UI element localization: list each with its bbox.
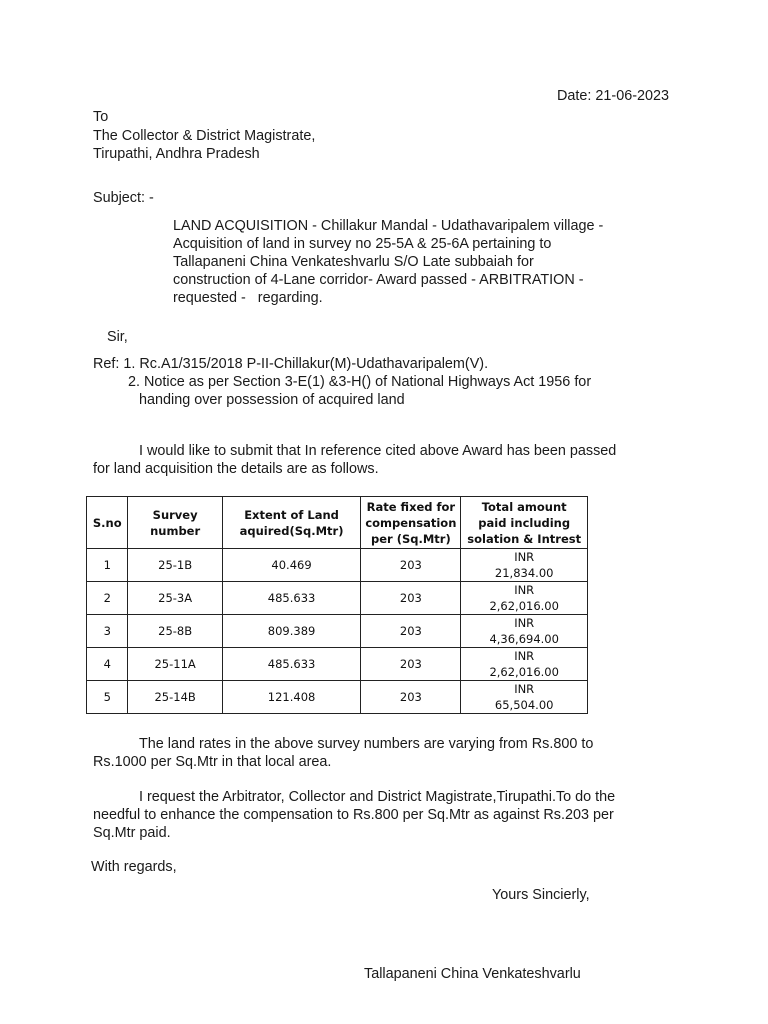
table-header-row <box>87 497 588 549</box>
header-total-amount: Total amount paid including solation & Intrest <box>461 497 588 549</box>
sign-off: Yours Sincierly, <box>492 887 590 903</box>
table-row <box>87 549 588 582</box>
reference-line-1: Ref: 1. Rc.A1/315/2018 P-II-Chillakur(M)-Udathavaripalem(V). <box>93 356 489 372</box>
paragraph-1-line-1: I would like to submit that In reference cited above Award has been passed <box>139 443 617 459</box>
cell-sno: 2 <box>87 582 128 615</box>
cell-extent: 40.469 <box>222 549 361 582</box>
header-survey-number: Survey number <box>128 497 222 549</box>
cell-amount: INR 21,834.00 <box>461 549 588 582</box>
cell-amount: INR 2,62,016.00 <box>461 582 588 615</box>
cell-survey: 25-14B <box>128 681 222 714</box>
cell-extent: 485.633 <box>222 582 361 615</box>
award-details-table <box>86 496 588 714</box>
paragraph-1-line-2: for land acquisition the details are as follows. <box>93 461 379 477</box>
cell-sno: 3 <box>87 615 128 648</box>
letter-date: Date: 21-06-2023 <box>557 88 670 104</box>
cell-sno: 4 <box>87 648 128 681</box>
reference-line-3: handing over possession of acquired land <box>139 392 405 408</box>
cell-rate: 203 <box>361 615 461 648</box>
subject-line-3: Tallapaneni China Venkateshvarlu S/O Late subbaiah for <box>173 254 534 270</box>
cell-survey: 25-8B <box>128 615 222 648</box>
subject-line-1: LAND ACQUISITION - Chillakur Mandal - Udathavaripalem village - <box>173 218 604 234</box>
closing-regards: With regards, <box>91 859 177 875</box>
table-row <box>87 582 588 615</box>
subject-label: Subject: - <box>93 190 154 206</box>
addressee-line-2: Tirupathi, Andhra Pradesh <box>93 146 260 162</box>
cell-rate: 203 <box>361 681 461 714</box>
header-sno: S.no <box>87 497 128 549</box>
reference-line-2: 2. Notice as per Section 3-E(1) &3-H() of National Highways Act 1956 for <box>128 374 592 390</box>
paragraph-3-line-1: I request the Arbitrator, Collector and District Magistrate,Tirupathi.To do the <box>139 789 616 805</box>
header-extent: Extent of Land aquired(Sq.Mtr) <box>222 497 361 549</box>
table-row <box>87 648 588 681</box>
cell-rate: 203 <box>361 648 461 681</box>
cell-extent: 121.408 <box>222 681 361 714</box>
subject-line-2: Acquisition of land in survey no 25-5A & 25-6A pertaining to <box>173 236 552 252</box>
cell-amount: INR 65,504.00 <box>461 681 588 714</box>
cell-rate: 203 <box>361 582 461 615</box>
subject-line-5: requested - regarding. <box>173 290 323 306</box>
addressee-line-1: The Collector & District Magistrate, <box>93 128 316 144</box>
cell-extent: 809.389 <box>222 615 361 648</box>
cell-sno: 5 <box>87 681 128 714</box>
cell-amount: INR 2,62,016.00 <box>461 648 588 681</box>
cell-survey: 25-3A <box>128 582 222 615</box>
cell-extent: 485.633 <box>222 648 361 681</box>
to-label: To <box>93 109 109 125</box>
cell-survey: 25-11A <box>128 648 222 681</box>
subject-line-4: construction of 4-Lane corridor- Award passed - ARBITRATION - <box>173 272 584 288</box>
paragraph-3-line-3: Sq.Mtr paid. <box>93 825 171 841</box>
cell-amount: INR 4,36,694.00 <box>461 615 588 648</box>
signatory-name: Tallapaneni China Venkateshvarlu <box>364 966 581 982</box>
paragraph-2-line-2: Rs.1000 per Sq.Mtr in that local area. <box>93 754 332 770</box>
cell-sno: 1 <box>87 549 128 582</box>
cell-survey: 25-1B <box>128 549 222 582</box>
salutation: Sir, <box>107 329 128 345</box>
cell-rate: 203 <box>361 549 461 582</box>
paragraph-3-line-2: needful to enhance the compensation to Rs.800 per Sq.Mtr as against Rs.203 per <box>93 807 614 823</box>
table-row <box>87 681 588 714</box>
table-row <box>87 615 588 648</box>
paragraph-2-line-1: The land rates in the above survey numbers are varying from Rs.800 to <box>139 736 594 752</box>
header-rate: Rate fixed for compensation per (Sq.Mtr) <box>361 497 461 549</box>
